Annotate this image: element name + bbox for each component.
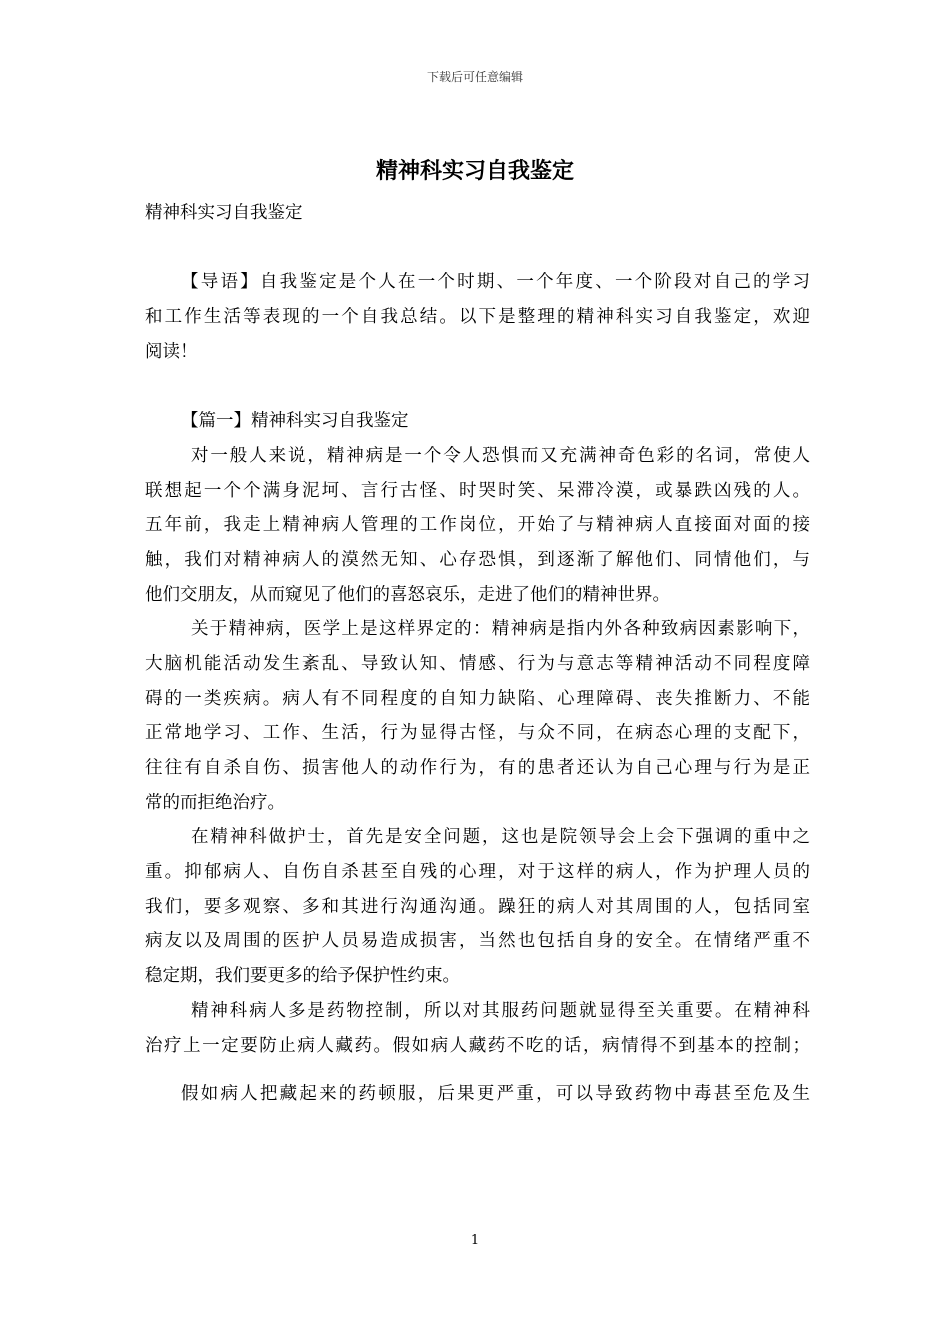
document-title: 精神科实习自我鉴定 [375, 158, 574, 184]
text-line: 往往有自杀自伤、损害他人的动作行为，有的患者还认为自己心理与行为是正 [145, 758, 810, 778]
paragraph-4 [145, 994, 810, 1063]
page-header-note: 下载后可任意编辑 [426, 70, 523, 84]
text-line: 治疗上一定要防止病人藏药。假如病人藏药不吃的话，病情得不到基本的控制； [145, 1035, 810, 1056]
page-number: 1 [470, 1233, 480, 1248]
text-line: 五年前，我走上精神病人管理的工作岗位，开始了与精神病人直接面对面的接 [145, 515, 810, 536]
paragraph-3 [145, 820, 810, 993]
text-line: 联想起一个个满身泥坷、言行古怪、时哭时笑、呆滞冷漠，或暴跌凶残的人。 [145, 480, 810, 501]
spacer [145, 1063, 810, 1077]
text-line: 碍的一类疾病。病人有不同程度的自知力缺陷、心理障碍、丧失推断力、不能 [145, 688, 810, 709]
intro-paragraph [145, 265, 810, 369]
text-line: 和工作生活等表现的一个自我总结。以下是整理的精神科实习自我鉴定，欢迎 [145, 307, 810, 328]
trailing-line: 假如病人把藏起来的药顿服，后果更严重，可以导致药物中毒甚至危及生 [181, 1084, 810, 1105]
text-line: 阅读！ [145, 341, 198, 362]
spacer [145, 369, 810, 404]
paragraph-1 [145, 439, 810, 612]
paragraph-2 [145, 612, 810, 820]
text-line: 大脑机能活动发生紊乱、导致认知、情感、行为与意志等精神活动不同程度障 [145, 653, 810, 674]
text-line: 常的而拒绝治疗。 [145, 792, 285, 813]
text-line: 病友以及周围的医护人员易造成损害，当然也包括自身的安全。在情绪严重不 [145, 931, 810, 952]
text-line: 精神科病人多是药物控制，所以对其服药问题就显得至关重要。在精神科 [191, 1000, 810, 1021]
text-line: 重。抑郁病人、自伤自杀甚至自残的心理，对于这样的病人，作为护理人员的 [145, 862, 810, 883]
text-line: 在精神科做护士，首先是安全问题，这也是院领导会上会下强调的重中之 [191, 827, 810, 848]
text-line: 【导语】自我鉴定是个人在一个时期、一个年度、一个阶段对自己的学习 [181, 272, 810, 293]
spacer [145, 231, 810, 266]
text-line: 触，我们对精神病人的漠然无知、心存恐惧，到逐渐了解他们、同情他们，与 [145, 549, 810, 570]
text-line: 我们，要多观察、多和其进行沟通沟通。躁狂的病人对其周围的人，包括同室 [145, 896, 810, 917]
text-line: 对一般人来说，精神病是一个令人恐惧而又充满神奇色彩的名词，常使人 [191, 445, 810, 466]
text-line: 正常地学习、工作、生活，行为显得古怪，与众不同，在病态心理的支配下， [145, 723, 810, 744]
text-line: 稳定期，我们要更多的给予保护性约束。 [145, 966, 460, 987]
document-subtitle: 精神科实习自我鉴定 [145, 203, 303, 223]
document-body [145, 196, 810, 1112]
section-heading: 【篇一】精神科实习自我鉴定 [181, 411, 409, 432]
text-line: 关于精神病，医学上是这样界定的：精神病是指内外各种致病因素影响下， [191, 619, 810, 640]
text-line: 他们交朋友，从而窥见了他们的喜怒哀乐，走进了他们的精神世界。 [145, 584, 670, 605]
